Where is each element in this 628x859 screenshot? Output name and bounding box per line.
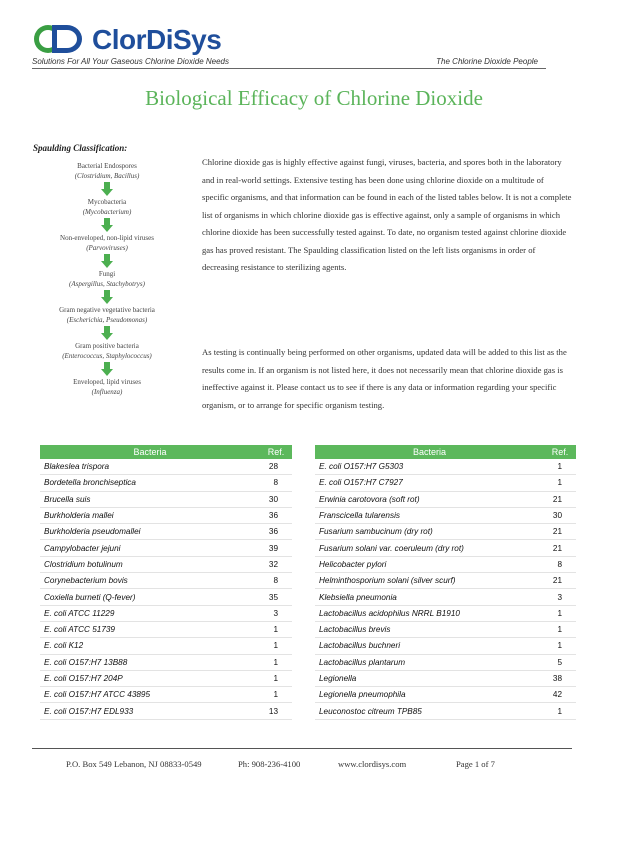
table-row [40, 638, 292, 654]
reference-number: 1 [544, 475, 576, 491]
spaulding-item-examples: (Aspergillus, Stachybotrys) [69, 280, 145, 288]
bacteria-name: Bordetella bronchiseptica [40, 475, 260, 491]
table-row [40, 556, 292, 572]
spaulding-item-label: Enveloped, lipid viruses [73, 378, 141, 386]
table-row [315, 540, 576, 556]
reference-number: 28 [260, 459, 292, 475]
spaulding-item-label: Gram positive bacteria [75, 342, 139, 350]
column-header-bacteria: Bacteria [315, 445, 544, 459]
table-row [40, 475, 292, 491]
reference-number: 1 [544, 703, 576, 719]
table-row [315, 589, 576, 605]
reference-number: 8 [260, 475, 292, 491]
bacteria-name: Burkholderia mallei [40, 507, 260, 523]
reference-number: 21 [544, 491, 576, 507]
bacteria-name: E. coli O157:H7 C7927 [315, 475, 544, 491]
spaulding-item [33, 269, 181, 289]
bacteria-name: Franscicella tularensis [315, 507, 544, 523]
bacteria-name: E. coli O157:H7 13B88 [40, 654, 260, 670]
bacteria-name: E. coli O157:H7 EDL933 [40, 703, 260, 719]
table-row [315, 556, 576, 572]
bacteria-name: E. coli ATCC 11229 [40, 605, 260, 621]
bacteria-name: Legionella [315, 670, 544, 686]
table-row [40, 459, 292, 475]
reference-number: 1 [544, 621, 576, 637]
reference-number: 38 [544, 670, 576, 686]
bacteria-name: E. coli O157:H7 ATCC 43895 [40, 687, 260, 703]
table-row [40, 507, 292, 523]
bacteria-name: Lactobacillus acidophilus NRRL B1910 [315, 605, 544, 621]
table-row [40, 589, 292, 605]
bacteria-name: Leuconostoc citreum TPB85 [315, 703, 544, 719]
spaulding-item-label: Bacterial Endospores [77, 162, 137, 170]
page-title: Biological Efficacy of Chlorine Dioxide [145, 86, 483, 110]
table-row [40, 670, 292, 686]
spaulding-item-examples: (Influenza) [91, 388, 123, 396]
bacteria-name: Lactobacillus buchneri [315, 638, 544, 654]
spaulding-item-label: Non-enveloped, non-lipid viruses [60, 234, 154, 242]
table-row [40, 573, 292, 589]
bacteria-name: E. coli O157:H7 G5303 [315, 459, 544, 475]
bacteria-table-left [40, 445, 292, 720]
bacteria-name: E. coli ATCC 51739 [40, 621, 260, 637]
logo-text: ClorDiSys [92, 24, 222, 55]
reference-number: 39 [260, 540, 292, 556]
reference-number: 1 [544, 459, 576, 475]
bacteria-name: Coxiella burneti (Q-fever) [40, 589, 260, 605]
down-arrow-icon [101, 326, 113, 340]
spaulding-item-label: Gram negative vegetative bacteria [59, 306, 155, 314]
down-arrow-icon [101, 362, 113, 376]
table-row [40, 621, 292, 637]
spaulding-item [33, 305, 181, 325]
reference-number: 21 [544, 524, 576, 540]
table-row [40, 687, 292, 703]
reference-number: 35 [260, 589, 292, 605]
table-row [40, 491, 292, 507]
reference-number: 1 [260, 638, 292, 654]
spaulding-item-examples: (Clostridium, Bacillus) [74, 172, 140, 180]
table-row [315, 654, 576, 670]
bacteria-name: E. coli O157:H7 204P [40, 670, 260, 686]
spaulding-item [33, 233, 181, 253]
column-header-ref: Ref. [260, 445, 292, 459]
spaulding-item-examples: (Parvoviruses) [86, 244, 128, 252]
reference-number: 8 [544, 556, 576, 572]
intro-paragraph: Chlorine dioxide gas is highly effective against fungi, viruses, bacteria, and spores both in the laboratory and in real-world settings. Extensive testing has been done using chlorine dioxide on a multitude of specific organisms, and that information can be found in each of the listed tables below. It is not a complete list of organisms in which chlorine dioxide gas is effective against, only a sample of organisms in which chlorine dioxide has been successfully tested against. To date, no organism tested against chlorine dioxide gas has proved resistant. The Spaulding classification listed on the left lists organisms in order of decreasing resistance to sterilizing agents. [202, 157, 572, 272]
reference-number: 42 [544, 687, 576, 703]
logo-mark-icon [32, 23, 90, 57]
reference-number: 21 [544, 573, 576, 589]
reference-number: 36 [260, 524, 292, 540]
bacteria-table-right [315, 445, 576, 720]
down-arrow-icon [101, 254, 113, 268]
table-row [315, 491, 576, 507]
table-row [40, 540, 292, 556]
reference-number: 1 [260, 670, 292, 686]
table-row [315, 475, 576, 491]
spaulding-item-examples: (Mycobacterium) [82, 208, 132, 216]
table-row [315, 573, 576, 589]
spaulding-classification [33, 143, 181, 397]
bacteria-name: Fusarium solani var. coeruleum (dry rot) [315, 540, 544, 556]
table-row [315, 507, 576, 523]
bacteria-name: Lactobacillus plantarum [315, 654, 544, 670]
table-row [40, 703, 292, 719]
reference-number: 3 [260, 605, 292, 621]
bacteria-name: Lactobacillus brevis [315, 621, 544, 637]
spaulding-list [33, 161, 181, 397]
tagline-right: The Chlorine Dioxide People [436, 57, 538, 66]
table-row [40, 524, 292, 540]
reference-number: 36 [260, 507, 292, 523]
bacteria-name: Helminthosporium solani (silver scurf) [315, 573, 544, 589]
spaulding-item [33, 377, 181, 397]
bacteria-name: Corynebacterium bovis [40, 573, 260, 589]
reference-number: 1 [260, 687, 292, 703]
table-row [40, 654, 292, 670]
spaulding-item-label: Fungi [98, 270, 116, 278]
footer-page-number: Page 1 of 7 [456, 759, 495, 769]
reference-number: 8 [260, 573, 292, 589]
table-row [40, 605, 292, 621]
table-row [315, 524, 576, 540]
spaulding-heading: Spaulding Classification: [33, 143, 128, 153]
footer-address: P.O. Box 549 Lebanon, NJ 08833-0549 [66, 759, 202, 769]
tagline: Solutions For All Your Gaseous Chlorine Dioxide Needs [32, 57, 229, 66]
footer-website: www.clordisys.com [338, 759, 407, 769]
bacteria-name: Helicobacter pylori [315, 556, 544, 572]
down-arrow-icon [101, 290, 113, 304]
table-row [315, 638, 576, 654]
bacteria-name: Burkholderia pseudomallei [40, 524, 260, 540]
bacteria-name: E. coli K12 [40, 638, 260, 654]
bacteria-name: Fusarium sambucinum (dry rot) [315, 524, 544, 540]
column-header-bacteria: Bacteria [40, 445, 260, 459]
spaulding-item [33, 197, 181, 217]
reference-number: 1 [544, 605, 576, 621]
table-row [315, 621, 576, 637]
reference-number: 13 [260, 703, 292, 719]
table-row [315, 459, 576, 475]
spaulding-item [33, 341, 181, 361]
footer-phone: Ph: 908-236-4100 [238, 759, 301, 769]
table-row [315, 687, 576, 703]
bacteria-name: Erwinia carotovora (soft rot) [315, 491, 544, 507]
reference-number: 30 [260, 491, 292, 507]
table-row [315, 605, 576, 621]
bacteria-name: Klebsiella pneumonia [315, 589, 544, 605]
table-row [315, 670, 576, 686]
reference-number: 30 [544, 507, 576, 523]
down-arrow-icon [101, 182, 113, 196]
reference-number: 5 [544, 654, 576, 670]
reference-number: 3 [544, 589, 576, 605]
reference-number: 21 [544, 540, 576, 556]
reference-number: 1 [260, 621, 292, 637]
spaulding-item [33, 161, 181, 181]
header-divider [32, 68, 546, 69]
bacteria-name: Campylobacter jejuni [40, 540, 260, 556]
footer-divider [32, 748, 572, 749]
table-row [315, 703, 576, 719]
bacteria-name: Clostridium botulinum [40, 556, 260, 572]
reference-number: 1 [260, 654, 292, 670]
down-arrow-icon [101, 218, 113, 232]
company-logo [32, 22, 221, 58]
testing-paragraph: As testing is continually being performed on other organisms, updated data will be added to this list as the results come in. If an organism is not listed here, it does not necessarily mean that chlorine dioxide gas is ineffective against it. Please contact us to see if there is any data or information regarding your specific organism, or to arrange for specific organism testing. [202, 347, 567, 410]
reference-number: 32 [260, 556, 292, 572]
spaulding-item-examples: (Enterococcus, Staphylococcus) [62, 352, 152, 360]
footer [66, 759, 586, 769]
bacteria-name: Brucella suis [40, 491, 260, 507]
reference-number: 1 [544, 638, 576, 654]
spaulding-item-examples: (Escherichia, Pseudomonas) [66, 316, 148, 324]
bacteria-name: Legionella pneumophila [315, 687, 544, 703]
bacteria-name: Blakeslea trispora [40, 459, 260, 475]
column-header-ref: Ref. [544, 445, 576, 459]
spaulding-item-label: Mycobacteria [87, 198, 127, 206]
